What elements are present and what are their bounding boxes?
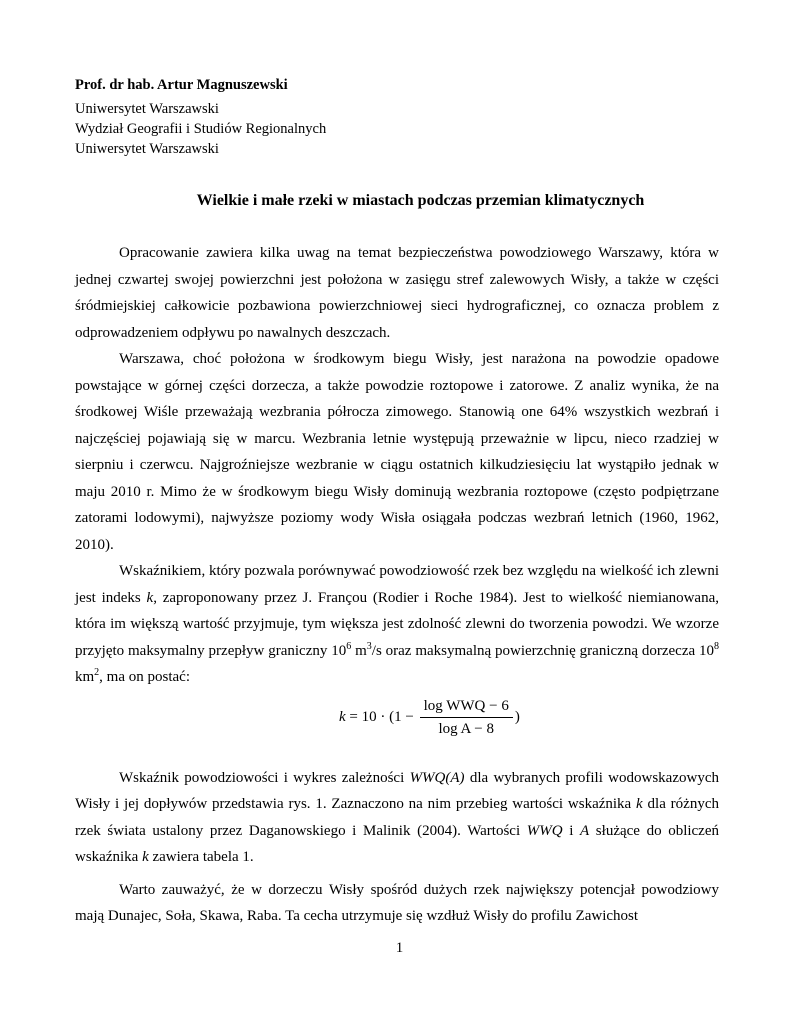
formula-denominator: log A − 8 bbox=[438, 720, 494, 737]
author-name: Prof. dr hab. Artur Magnuszewski bbox=[75, 77, 288, 93]
affiliation-line: Wydział Geografii i Studiów Regionalnych bbox=[75, 121, 327, 137]
k-index-formula bbox=[75, 693, 719, 753]
author-block bbox=[75, 75, 326, 159]
paragraph-1: Opracowanie zawiera kilka uwag na temat bezpieczeństwa powodziowego Warszawy, która w jednej czwartej swojej powierzchni jest położona w zasięgu stref zalewowych Wisły, a także w części śródmiejskiej całkowicie pozbawiona powierzchniowej sieci hydrograficznej, co oznacza problem z odprowadzeniem odpływu po nawalnych deszczach. bbox=[75, 245, 719, 341]
document-body bbox=[75, 240, 719, 930]
formula-eq: = 10 · (1 − bbox=[345, 709, 418, 725]
document-title: Wielkie i małe rzeki w miastach podczas przemian klimatycznych bbox=[196, 192, 645, 209]
formula-close: ) bbox=[514, 709, 520, 725]
formula-lhs: k bbox=[339, 709, 346, 725]
paragraph-2: Warszawa, choć położona w środkowym biegu Wisły, jest narażona na powodzie opadowe powstające w górnej części dorzecza, a także powodzie roztopowe i zatorowe. Z analiz wynika, że na środkowej Wiśle przeważają wezbrania półrocza zimowego. Stanowią one 64% wszystkich wezbrań i najczęściej pojawiają się w marcu. Wezbrania letnie występują przeważnie w lipcu, nieco rzadziej w sierpniu i czerwcu. Najgroźniejsze wezbranie w ciągu ostatnich kilkudziesięciu lat wystąpiło jednak w maju 2010 r. Mimo że w środkowym biegu Wisły dominują wezbrania roztopowe (często podpiętrzane zatorami lodowymi), najwyższe poziomy wody Wisła osiągała podczas wezbrań letnich (1960, 1962, 2010). bbox=[75, 351, 719, 553]
page-number: 1 bbox=[395, 940, 404, 956]
paragraph-3: Wskaźnikiem, który pozwala porównywać powodziowość rzek bez względu na wielkość ich zlewni jest indeks k, zaproponowany przez J. Françou (Rodier i Roche 1984). Jest to wielkość niemianowana, która im większą wartość przyjmuje, tym większa jest zdolność zlewni do tworzenia powodzi. We wzorze przyjęto maksymalny przepływ graniczny $10^6$ $m^3/s$ oraz maksymalną powierzchnię graniczną dorzecza $10^8$ $km^2$, ma on postać: bbox=[75, 563, 720, 685]
paragraph-5: Warto zauważyć, że w dorzeczu Wisły spośród dużych rzek największy potencjał powodziowy mają Dunajec, Soła, Skawa, Raba. Ta cecha utrzymuje się wzdłuż Wisły do profilu Zawichost bbox=[75, 881, 719, 924]
affiliation-line: Uniwersytet Warszawski bbox=[75, 141, 219, 157]
formula-fraction bbox=[420, 697, 513, 738]
formula-numerator: log WWQ − 6 bbox=[420, 697, 513, 718]
paragraph-4: Wskaźnik powodziowości i wykres zależności WWQ(A) dla wybranych profili wodowskazowych Wisły i jej dopływów przedstawia rys. 1. Zaznaczono na nim przebieg wartości wskaźnika k dla różnych rzek świata ustalony przez Daganowskiego i Malinik (2004). Wartości WWQ i A służące do obliczeń wskaźnika k zawiera tabela 1. bbox=[75, 769, 719, 865]
affiliation-line: Uniwersytet Warszawski bbox=[75, 101, 219, 117]
